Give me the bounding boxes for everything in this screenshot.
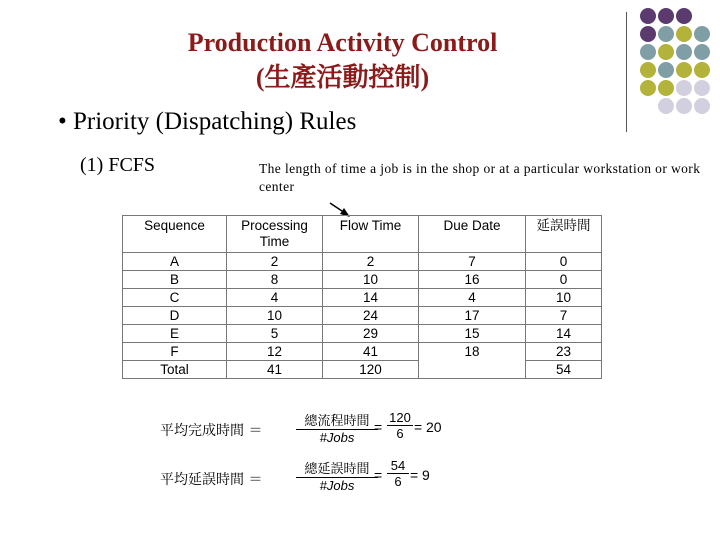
table-row — [123, 271, 602, 289]
cell: 120 — [323, 361, 419, 379]
numerator-value: 54 — [390, 458, 406, 473]
cell: 0 — [526, 253, 602, 271]
cell: 18 — [419, 343, 526, 361]
denominator-value: 6 — [387, 473, 409, 489]
cell: 16 — [419, 271, 526, 289]
cell: 10 — [323, 271, 419, 289]
table-total-row — [123, 361, 602, 379]
title-line-2: (生產活動控制) — [255, 63, 430, 92]
table-row — [123, 307, 602, 325]
numerator-value: 120 — [389, 410, 411, 425]
cell: 14 — [526, 325, 602, 343]
cell — [419, 361, 526, 379]
equals-sign: = — [414, 419, 423, 435]
cell: Total — [123, 361, 227, 379]
header-flow-time: Flow Time — [323, 216, 419, 253]
table-row — [123, 289, 602, 307]
cell: 0 — [526, 271, 602, 289]
table-header-row — [123, 216, 602, 253]
avg-completion-result: 20 — [426, 419, 442, 435]
table-row — [123, 325, 602, 343]
cell: 5 — [227, 325, 323, 343]
title-line-1: Production Activity Control — [187, 28, 498, 57]
header-processing-time-text: Processing Time — [241, 218, 308, 249]
cell: F — [123, 343, 227, 361]
cell: 14 — [323, 289, 419, 307]
cell: A — [123, 253, 227, 271]
equals-sign: = — [374, 419, 383, 435]
avg-delay-result: 9 — [422, 467, 430, 483]
schedule-table — [122, 215, 602, 379]
header-sequence: Sequence — [123, 216, 227, 253]
cell: 23 — [526, 343, 602, 361]
cell: D — [123, 307, 227, 325]
cell: 41 — [227, 361, 323, 379]
cell: 54 — [526, 361, 602, 379]
avg-completion-label: 平均完成時間 ＝ — [160, 423, 263, 439]
cell: 7 — [419, 253, 526, 271]
cell: 17 — [419, 307, 526, 325]
header-delay-time: 延誤時間 — [526, 216, 602, 253]
cell: 10 — [227, 307, 323, 325]
cell: 29 — [323, 325, 419, 343]
cell: 15 — [419, 325, 526, 343]
cell: 7 — [526, 307, 602, 325]
numerator-label: 總延誤時間 — [304, 462, 370, 477]
cell: 4 — [419, 289, 526, 307]
cell: 2 — [323, 253, 419, 271]
cell: 41 — [323, 343, 419, 361]
cell: C — [123, 289, 227, 307]
cell: 24 — [323, 307, 419, 325]
equals-sign: = — [410, 467, 419, 483]
bullet-heading: • Priority (Dispatching) Rules — [58, 108, 357, 135]
header-due-date: Due Date — [419, 216, 526, 253]
fcfs-subheading: (1) FCFS — [80, 154, 156, 176]
avg-delay-label: 平均延誤時間 ＝ — [160, 472, 263, 488]
flow-time-note: The length of time a job is in the shop or at a particular workstation or work center — [259, 161, 701, 194]
equals-sign: = — [374, 467, 383, 483]
numerator-label: 總流程時間 — [304, 414, 370, 429]
denominator-value: 6 — [387, 425, 413, 441]
avg-delay-numeric-fraction — [387, 458, 409, 489]
cell: B — [123, 271, 227, 289]
cell: 4 — [227, 289, 323, 307]
denominator-label: #Jobs — [296, 477, 378, 493]
cell: 12 — [227, 343, 323, 361]
cell: 10 — [526, 289, 602, 307]
avg-completion-numeric-fraction — [387, 410, 413, 441]
avg-delay-symbolic-fraction — [296, 458, 378, 493]
avg-completion-symbolic-fraction — [296, 410, 378, 445]
denominator-label: #Jobs — [296, 429, 378, 445]
table-row — [123, 253, 602, 271]
table-row — [123, 343, 602, 361]
header-processing-time — [227, 216, 323, 253]
cell: 2 — [227, 253, 323, 271]
cell: 8 — [227, 271, 323, 289]
cell: E — [123, 325, 227, 343]
